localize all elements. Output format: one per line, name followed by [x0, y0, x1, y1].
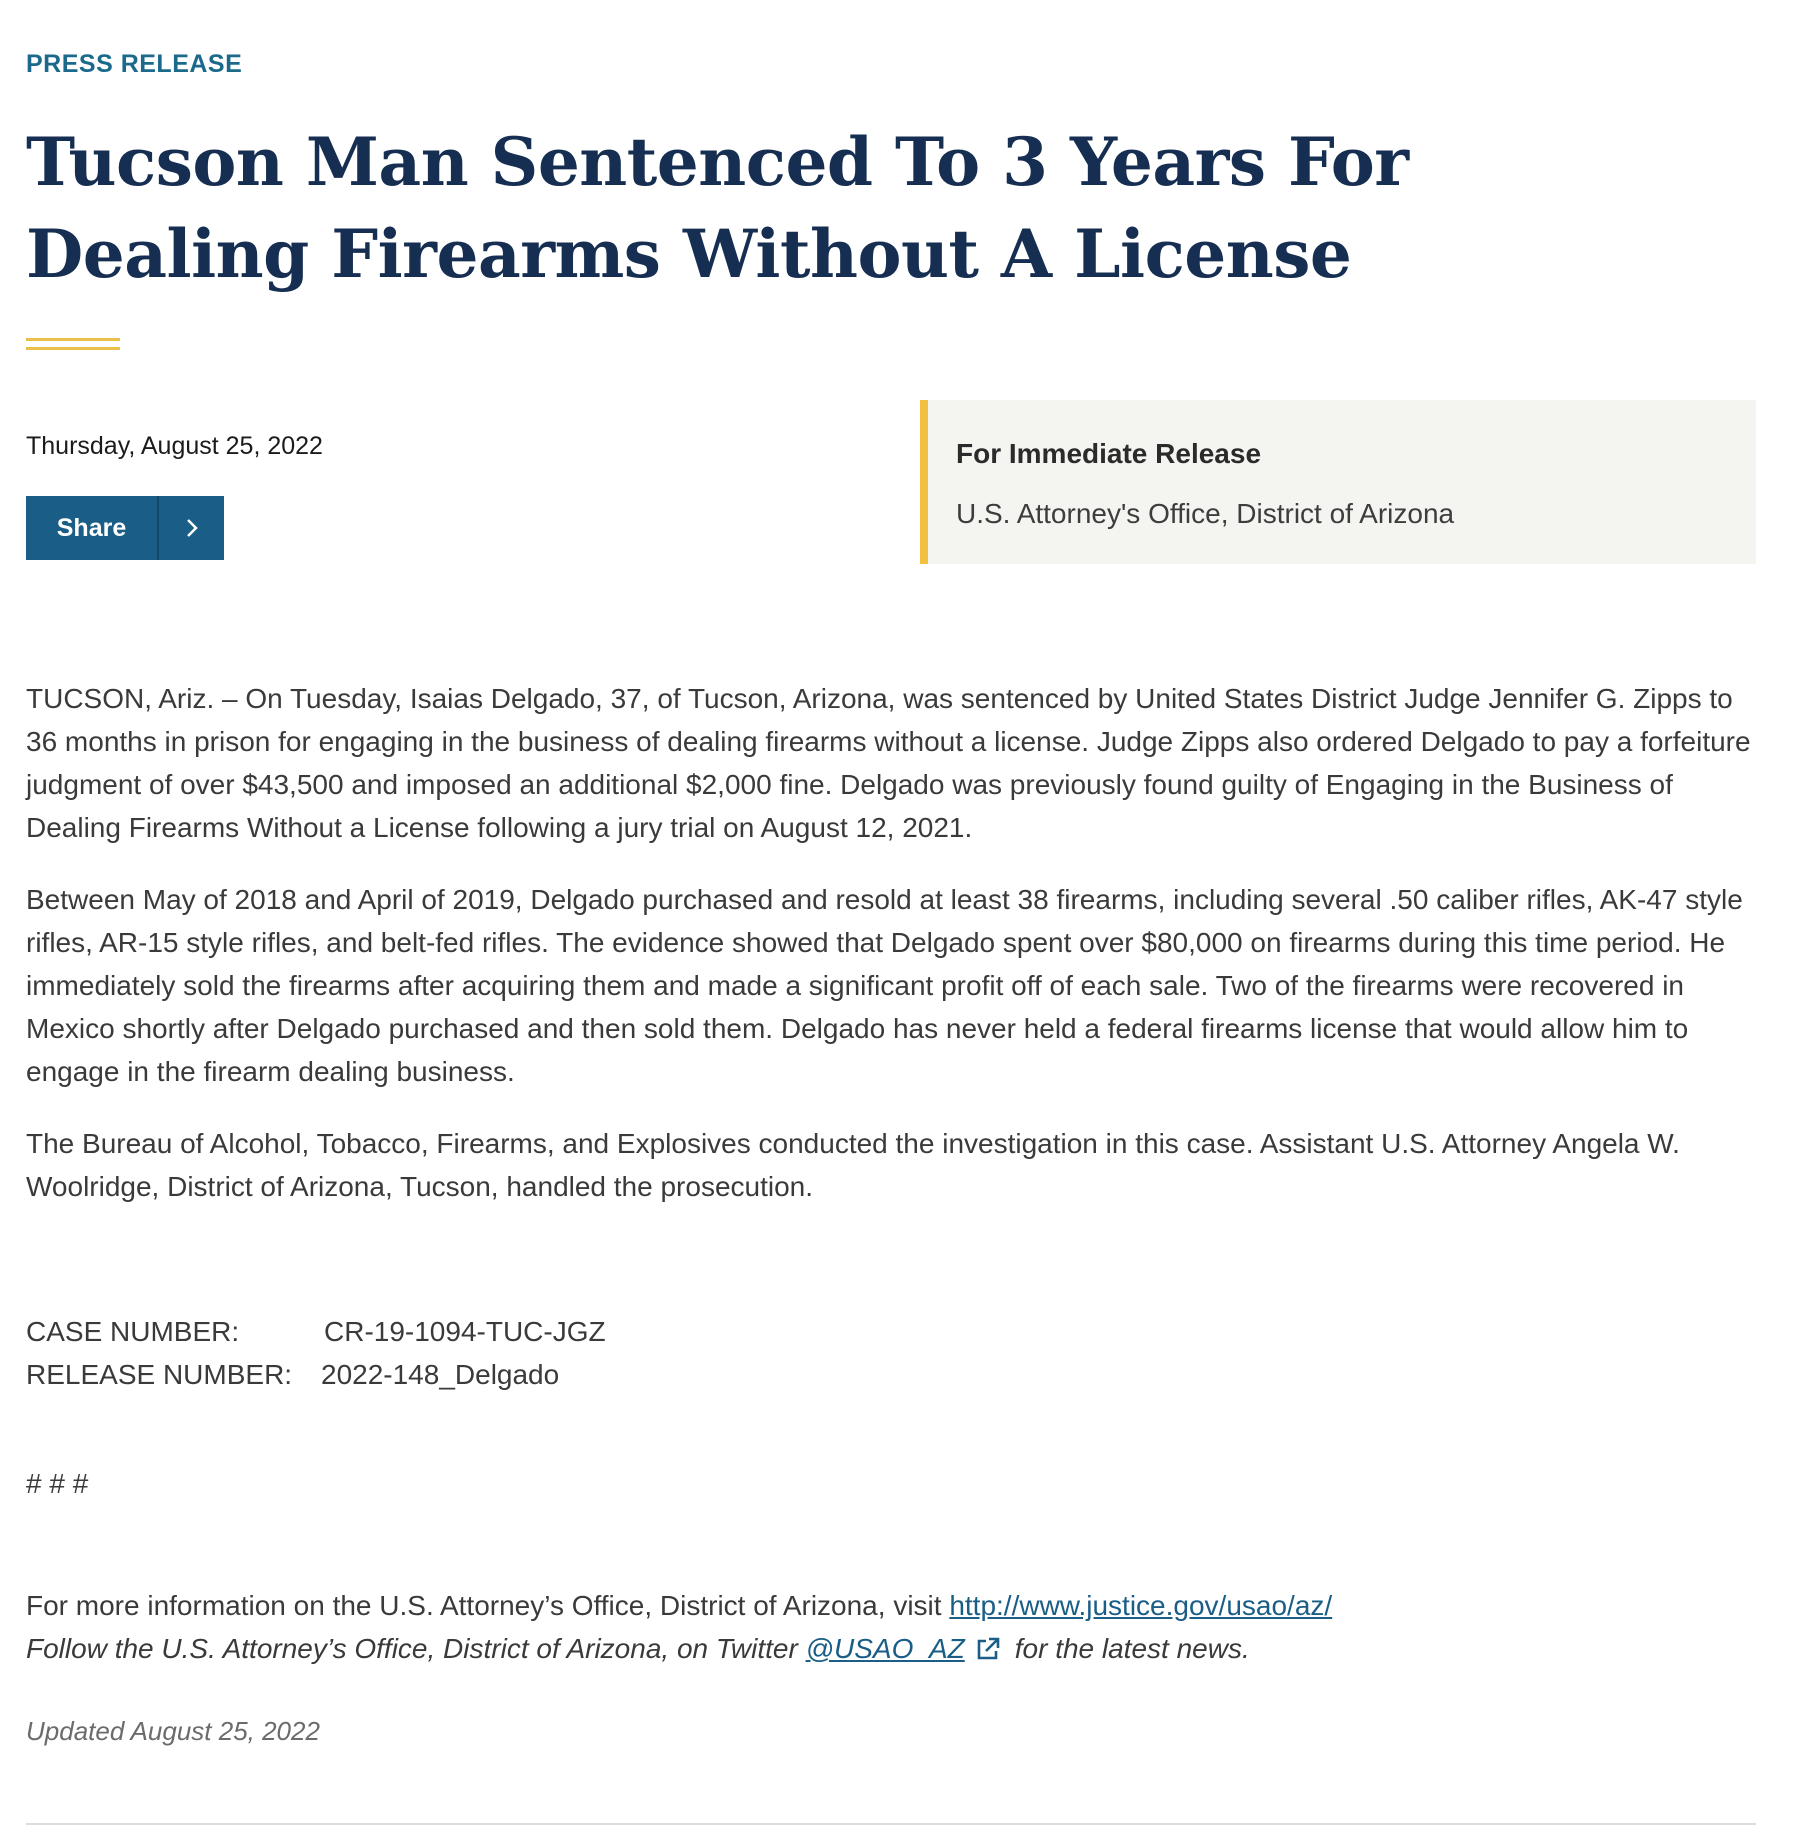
divider-line — [26, 347, 120, 350]
release-number-value: 2022-148_Delgado — [321, 1359, 560, 1390]
release-box-title: For Immediate Release — [956, 438, 1262, 469]
share-button-label: Share — [26, 496, 159, 560]
twitter-handle-link[interactable]: @USAO_AZ — [805, 1633, 965, 1664]
page-title: Tucson Man Sentenced To 3 Years For Dealing Firearms Without A License — [26, 123, 1409, 293]
title-underline-divider — [26, 338, 120, 350]
follow-suffix-text: for the latest news. — [1014, 1633, 1250, 1664]
share-button[interactable] — [26, 496, 224, 560]
release-number-label: RELEASE NUMBER: — [26, 1359, 293, 1390]
article-body — [26, 677, 1766, 1237]
release-box-office: U.S. Attorney's Office, District of Arizona — [956, 498, 1455, 529]
external-link-icon[interactable] — [975, 1636, 1001, 1662]
press-release-eyebrow: PRESS RELEASE — [26, 50, 243, 78]
twitter-follow-line — [26, 1627, 1250, 1670]
chevron-right-icon — [159, 496, 224, 560]
follow-prefix-text: Follow the U.S. Attorney’s Office, District of Arizona, on Twitter — [26, 1633, 798, 1664]
body-paragraph: Between May of 2018 and April of 2019, Delgado purchased and resold at least 38 firearms, including several .50 caliber rifles, AK-47 style rifles, AR-15 style rifles, and belt-fed rifles. The evidence showed that Delgado spent over $80,000 on firearms during this time period. He immediately sold the firearms after acquiring them and made a significant profit off of each sale. Two of the firearms were recovered in Mexico shortly after Delgado purchased and then sold them. Delgado has never held a federal firearms license that would allow him to engage in the firearm dealing business. — [26, 884, 1743, 1087]
case-number-label: CASE NUMBER: — [26, 1316, 240, 1347]
body-paragraph: TUCSON, Ariz. – On Tuesday, Isaias Delgado, 37, of Tucson, Arizona, was sentenced by United States District Judge Jennifer G. Zipps to 36 months in prison for engaging in the business of dealing firearms without a license. Judge Zipps also ordered Delgado to pay a forfeiture judgment of over $43,500 and imposed an additional $2,000 fine. Delgado was previously found guilty of Engaging in the Business of Dealing Firearms Without a License following a jury trial on August 12, 2021. — [26, 683, 1751, 843]
release-number-row — [26, 1353, 606, 1396]
more-info-text: For more information on the U.S. Attorney’s Office, District of Arizona, visit — [26, 1590, 950, 1621]
body-paragraph: The Bureau of Alcohol, Tobacco, Firearms, and Explosives conducted the investigation in this case. Assistant U.S. Attorney Angela W. Woolridge, District of Arizona, Tucson, handled the prosecution. — [26, 1128, 1680, 1202]
usao-website-link[interactable]: http://www.justice.gov/usao/az/ — [949, 1590, 1333, 1621]
release-info-box — [920, 400, 1756, 564]
case-number-row — [26, 1310, 606, 1353]
updated-date: Updated August 25, 2022 — [26, 1716, 320, 1746]
divider-line — [26, 338, 120, 341]
more-info-line — [26, 1584, 1332, 1627]
release-date: Thursday, August 25, 2022 — [26, 432, 323, 460]
footer-divider — [26, 1823, 1756, 1825]
end-marker: # # # — [26, 1468, 89, 1499]
case-number-value: CR-19-1094-TUC-JGZ — [324, 1316, 606, 1347]
case-details — [26, 1310, 606, 1396]
